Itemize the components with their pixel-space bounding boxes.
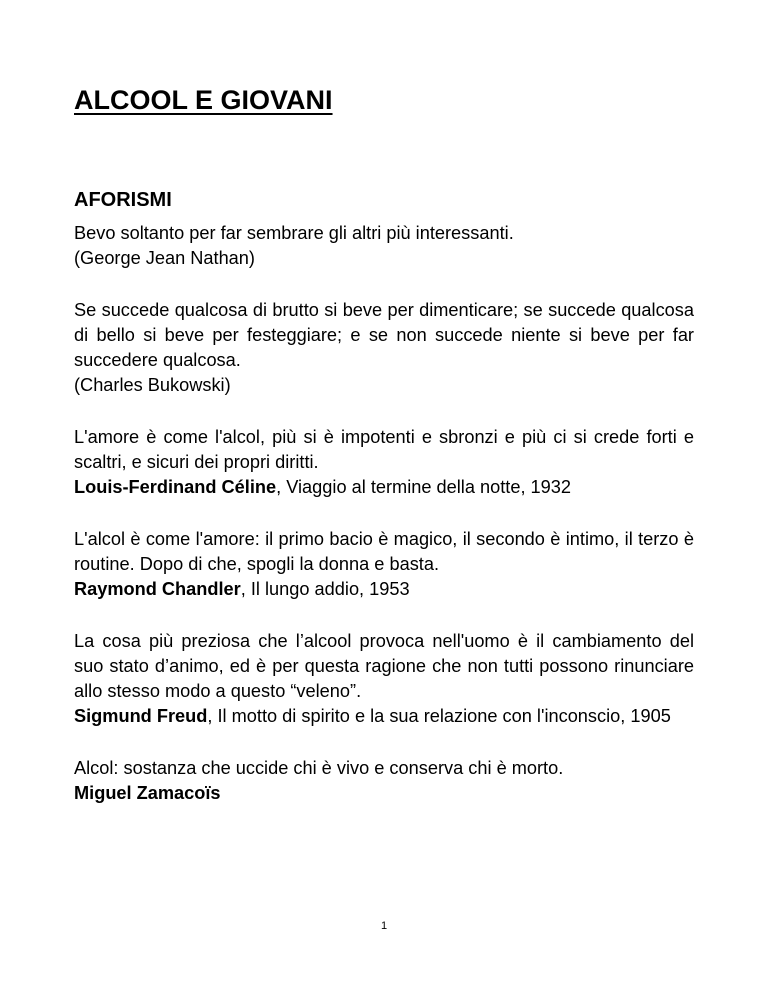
- quotes-list: [74, 221, 694, 833]
- quote-text: Bevo soltanto per far sembrare gli altri più interessanti.: [74, 223, 514, 243]
- section-title: AFORISMI: [74, 189, 172, 211]
- quote-source: , Il motto di spirito e la sua relazione con l'inconscio, 1905: [207, 706, 671, 726]
- quote-item: [74, 527, 694, 602]
- quote-text: L'alcol è come l'amore: il primo bacio è magico, il secondo è intimo, il terzo è routine. Dopo di che, spogli la donna e basta.: [74, 529, 694, 574]
- document-page: [74, 0, 694, 994]
- document-title: ALCOOL E GIOVANI: [74, 85, 333, 115]
- quote-text: Se succede qualcosa di brutto si beve per dimenticare; se succede qualcosa di bello si beve per festeggiare; e se non succede niente si beve per far succedere qualcosa.: [74, 300, 694, 370]
- page-number: 1: [380, 920, 388, 932]
- quote-text: L'amore è come l'alcol, più si è impotenti e sbronzi e più ci si crede forti e scaltri, e sicuri dei propri diritti.: [74, 427, 694, 472]
- quote-attribution: (George Jean Nathan): [74, 248, 255, 268]
- quote-attribution: (Charles Bukowski): [74, 375, 231, 395]
- quote-author: Miguel Zamacoïs: [74, 783, 221, 803]
- quote-source: , Viaggio al termine della notte, 1932: [276, 477, 572, 497]
- quote-attribution: [74, 704, 694, 729]
- quote-item: [74, 425, 694, 500]
- quote-text: La cosa più preziosa che l’alcool provoca nell'uomo è il cambiamento del suo stato d’animo, ed è per questa ragione che non tutti possono rinunciare allo stesso modo a questo “veleno”.: [74, 631, 694, 701]
- quote-text: Alcol: sostanza che uccide chi è vivo e conserva chi è morto.: [74, 758, 564, 778]
- quote-author: Raymond Chandler: [74, 579, 241, 599]
- quote-attribution: [74, 781, 694, 806]
- quote-item: [74, 756, 694, 806]
- quote-attribution: [74, 577, 694, 602]
- quote-item: [74, 629, 694, 729]
- quote-source: , Il lungo addio, 1953: [240, 579, 410, 599]
- quote-attribution: [74, 475, 694, 500]
- quote-author: Louis-Ferdinand Céline: [74, 477, 277, 497]
- quote-item: [74, 298, 694, 398]
- quote-item: [74, 221, 694, 271]
- quote-author: Sigmund Freud: [74, 706, 208, 726]
